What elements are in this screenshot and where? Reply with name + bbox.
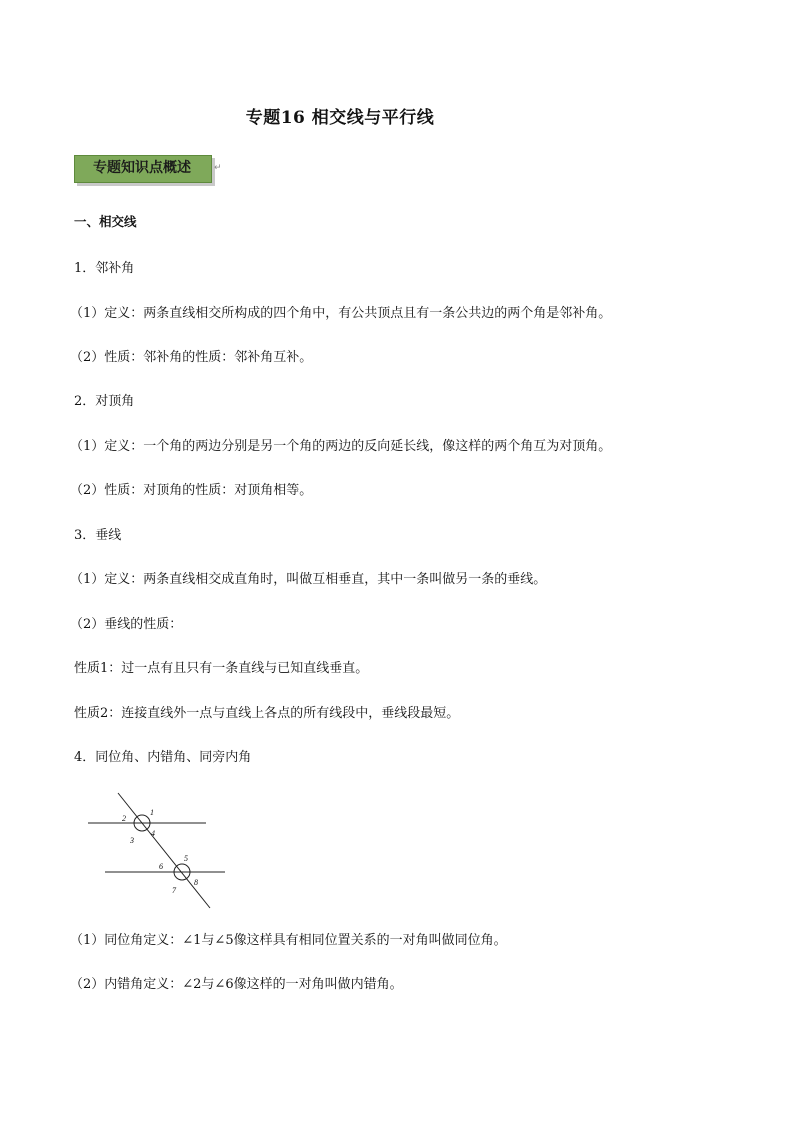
- transversal-line: [118, 793, 210, 908]
- property-adjacent-supplementary: （2）性质：邻补角的性质：邻补角互补。: [70, 350, 313, 365]
- definition-adjacent-supplementary: （1）定义：两条直线相交所构成的四个角中，有公共顶点且有一条公共边的两个角是邻补角。: [70, 306, 612, 321]
- definition-alternate-interior-angles: （2）内错角定义：∠2与∠6像这样的一对角叫做内错角。: [70, 977, 403, 992]
- property-1: 性质1：过一点有且只有一条直线与已知直线垂直。: [74, 661, 369, 676]
- angle-label-1: 1: [150, 808, 154, 817]
- banner-label: 专题知识点概述: [93, 160, 191, 176]
- page-title: 专题16 相交线与平行线: [245, 108, 435, 128]
- definition-vertical-angles: （1）定义：一个角的两边分别是另一个角的两边的反向延长线，像这样的两个角互为对顶角。: [70, 439, 612, 454]
- angle-label-8: 8: [194, 878, 198, 887]
- section-banner: [74, 155, 222, 185]
- angle-label-3: 3: [130, 836, 134, 845]
- angle-label-6: 6: [159, 862, 163, 871]
- transversal-diagram: [80, 790, 240, 910]
- subheading-adjacent-supplementary: 1．邻补角: [74, 261, 135, 276]
- angle-label-2: 2: [122, 814, 126, 823]
- angle-label-5: 5: [184, 854, 188, 863]
- definition-corresponding-angles: （1）同位角定义：∠1与∠5像这样具有相同位置关系的一对角叫做同位角。: [70, 933, 507, 948]
- subheading-perpendicular: 3．垂线: [74, 528, 122, 543]
- definition-perpendicular: （1）定义：两条直线相交成直角时，叫做互相垂直，其中一条叫做另一条的垂线。: [70, 572, 547, 587]
- subheading-angle-types: 4．同位角、内错角、同旁内角: [74, 750, 252, 765]
- angle-label-7: 7: [172, 886, 176, 895]
- section-heading-intersecting-lines: 一、相交线: [74, 214, 137, 229]
- property-2: 性质2：连接直线外一点与直线上各点的所有线段中，垂线段最短。: [74, 706, 460, 721]
- subheading-vertical-angles: 2．对顶角: [74, 394, 135, 409]
- transversal-figure: [80, 790, 240, 910]
- property-vertical-angles: （2）性质：对顶角的性质：对顶角相等。: [70, 483, 313, 498]
- angle-label-4: 4: [151, 829, 155, 838]
- property-perpendicular-heading: （2）垂线的性质：: [70, 617, 183, 632]
- return-mark-icon: ↵: [214, 163, 222, 173]
